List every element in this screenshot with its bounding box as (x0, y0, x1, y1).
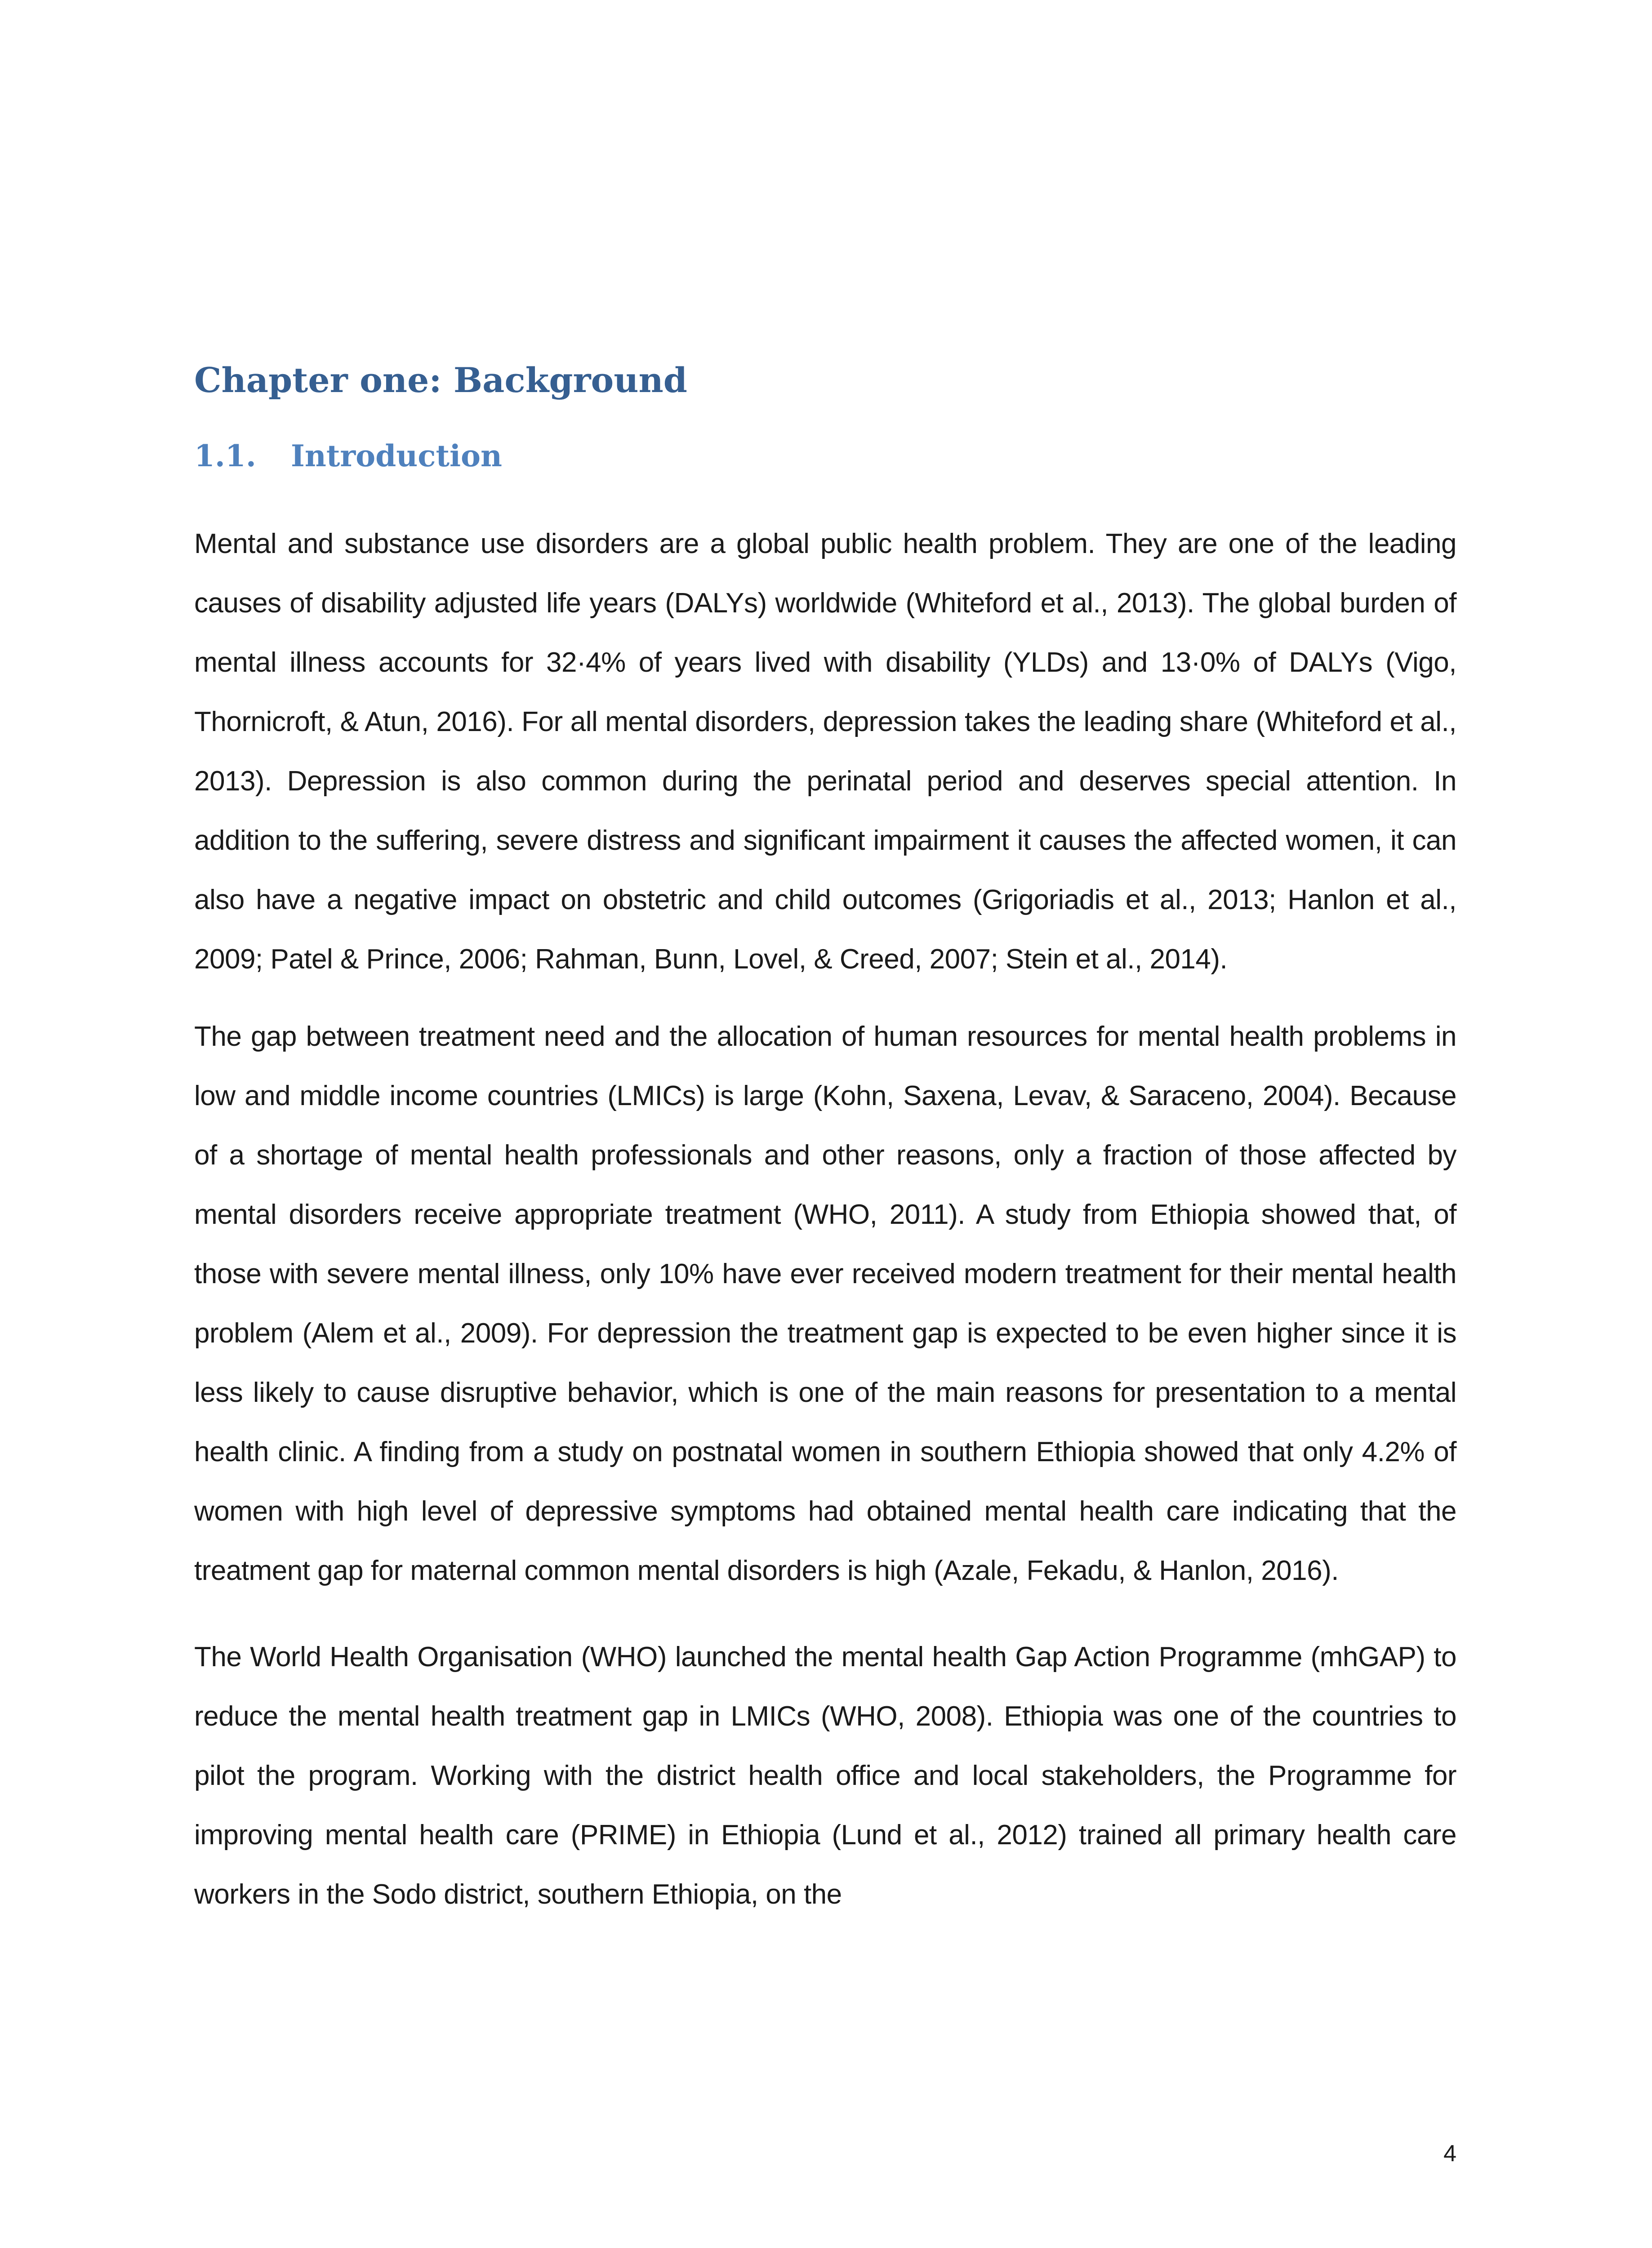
page-number: 4 (1443, 2141, 1456, 2167)
section-title: Introduction (291, 438, 503, 474)
section-number: 1.1. (194, 438, 256, 474)
page-body (194, 360, 1456, 1924)
chapter-title: Chapter one: Background (194, 360, 687, 400)
paragraph: The gap between treatment need and the allocation of human resources for mental health problems in low and middle income countries (LMICs) is large (Kohn, Saxena, Levav, & Saraceno, 2004). Because of a shortage of mental health professionals and other reasons, only a fraction of those affected by mental disorders receive appropriate treatment (WHO, 2011). A study from Ethiopia showed that, of those with severe mental illness, only 10% have ever received modern treatment for their mental health problem (Alem et al., 2009). For depression the treatment gap is expected to be even higher since it is less likely to cause disruptive behavior, which is one of the main reasons for presentation to a mental health clinic. A finding from a study on postnatal women in southern Ethiopia showed that only 4.2% of women with high level of depressive symptoms had obtained mental health care indicating that the treatment gap for maternal common mental disorders is high (Azale, Fekadu, & Hanlon, 2016). (194, 1021, 1456, 1587)
section-heading (194, 438, 1456, 474)
paragraph: The World Health Organisation (WHO) launched the mental health Gap Action Programme (mhGAP) to reduce the mental health treatment gap in LMICs (WHO, 2008). Ethiopia was one of the countries to pilot the program. Working with the district health office and local stakeholders, the Programme for improving mental health care (PRIME) in Ethiopia (Lund et al., 2012) trained all primary health care workers in the Sodo district, southern Ethiopia, on the (194, 1641, 1456, 1910)
paragraph: Mental and substance use disorders are a global public health problem. They are one of the leading causes of disability adjusted life years (DALYs) worldwide (Whiteford et al., 2013). The global burden of mental illness accounts for 32·4% of years lived with disability (YLDs) and 13·0% of DALYs (Vigo, Thornicroft, & Atun, 2016). For all mental disorders, depression takes the leading share (Whiteford et al., 2013). Depression is also common during the perinatal period and deserves special attention. In addition to the suffering, severe distress and significant impairment it causes the affected women, it can also have a negative impact on obstetric and child outcomes (Grigoriadis et al., 2013; Hanlon et al., 2009; Patel & Prince, 2006; Rahman, Bunn, Lovel, & Creed, 2007; Stein et al., 2014). (194, 528, 1456, 975)
